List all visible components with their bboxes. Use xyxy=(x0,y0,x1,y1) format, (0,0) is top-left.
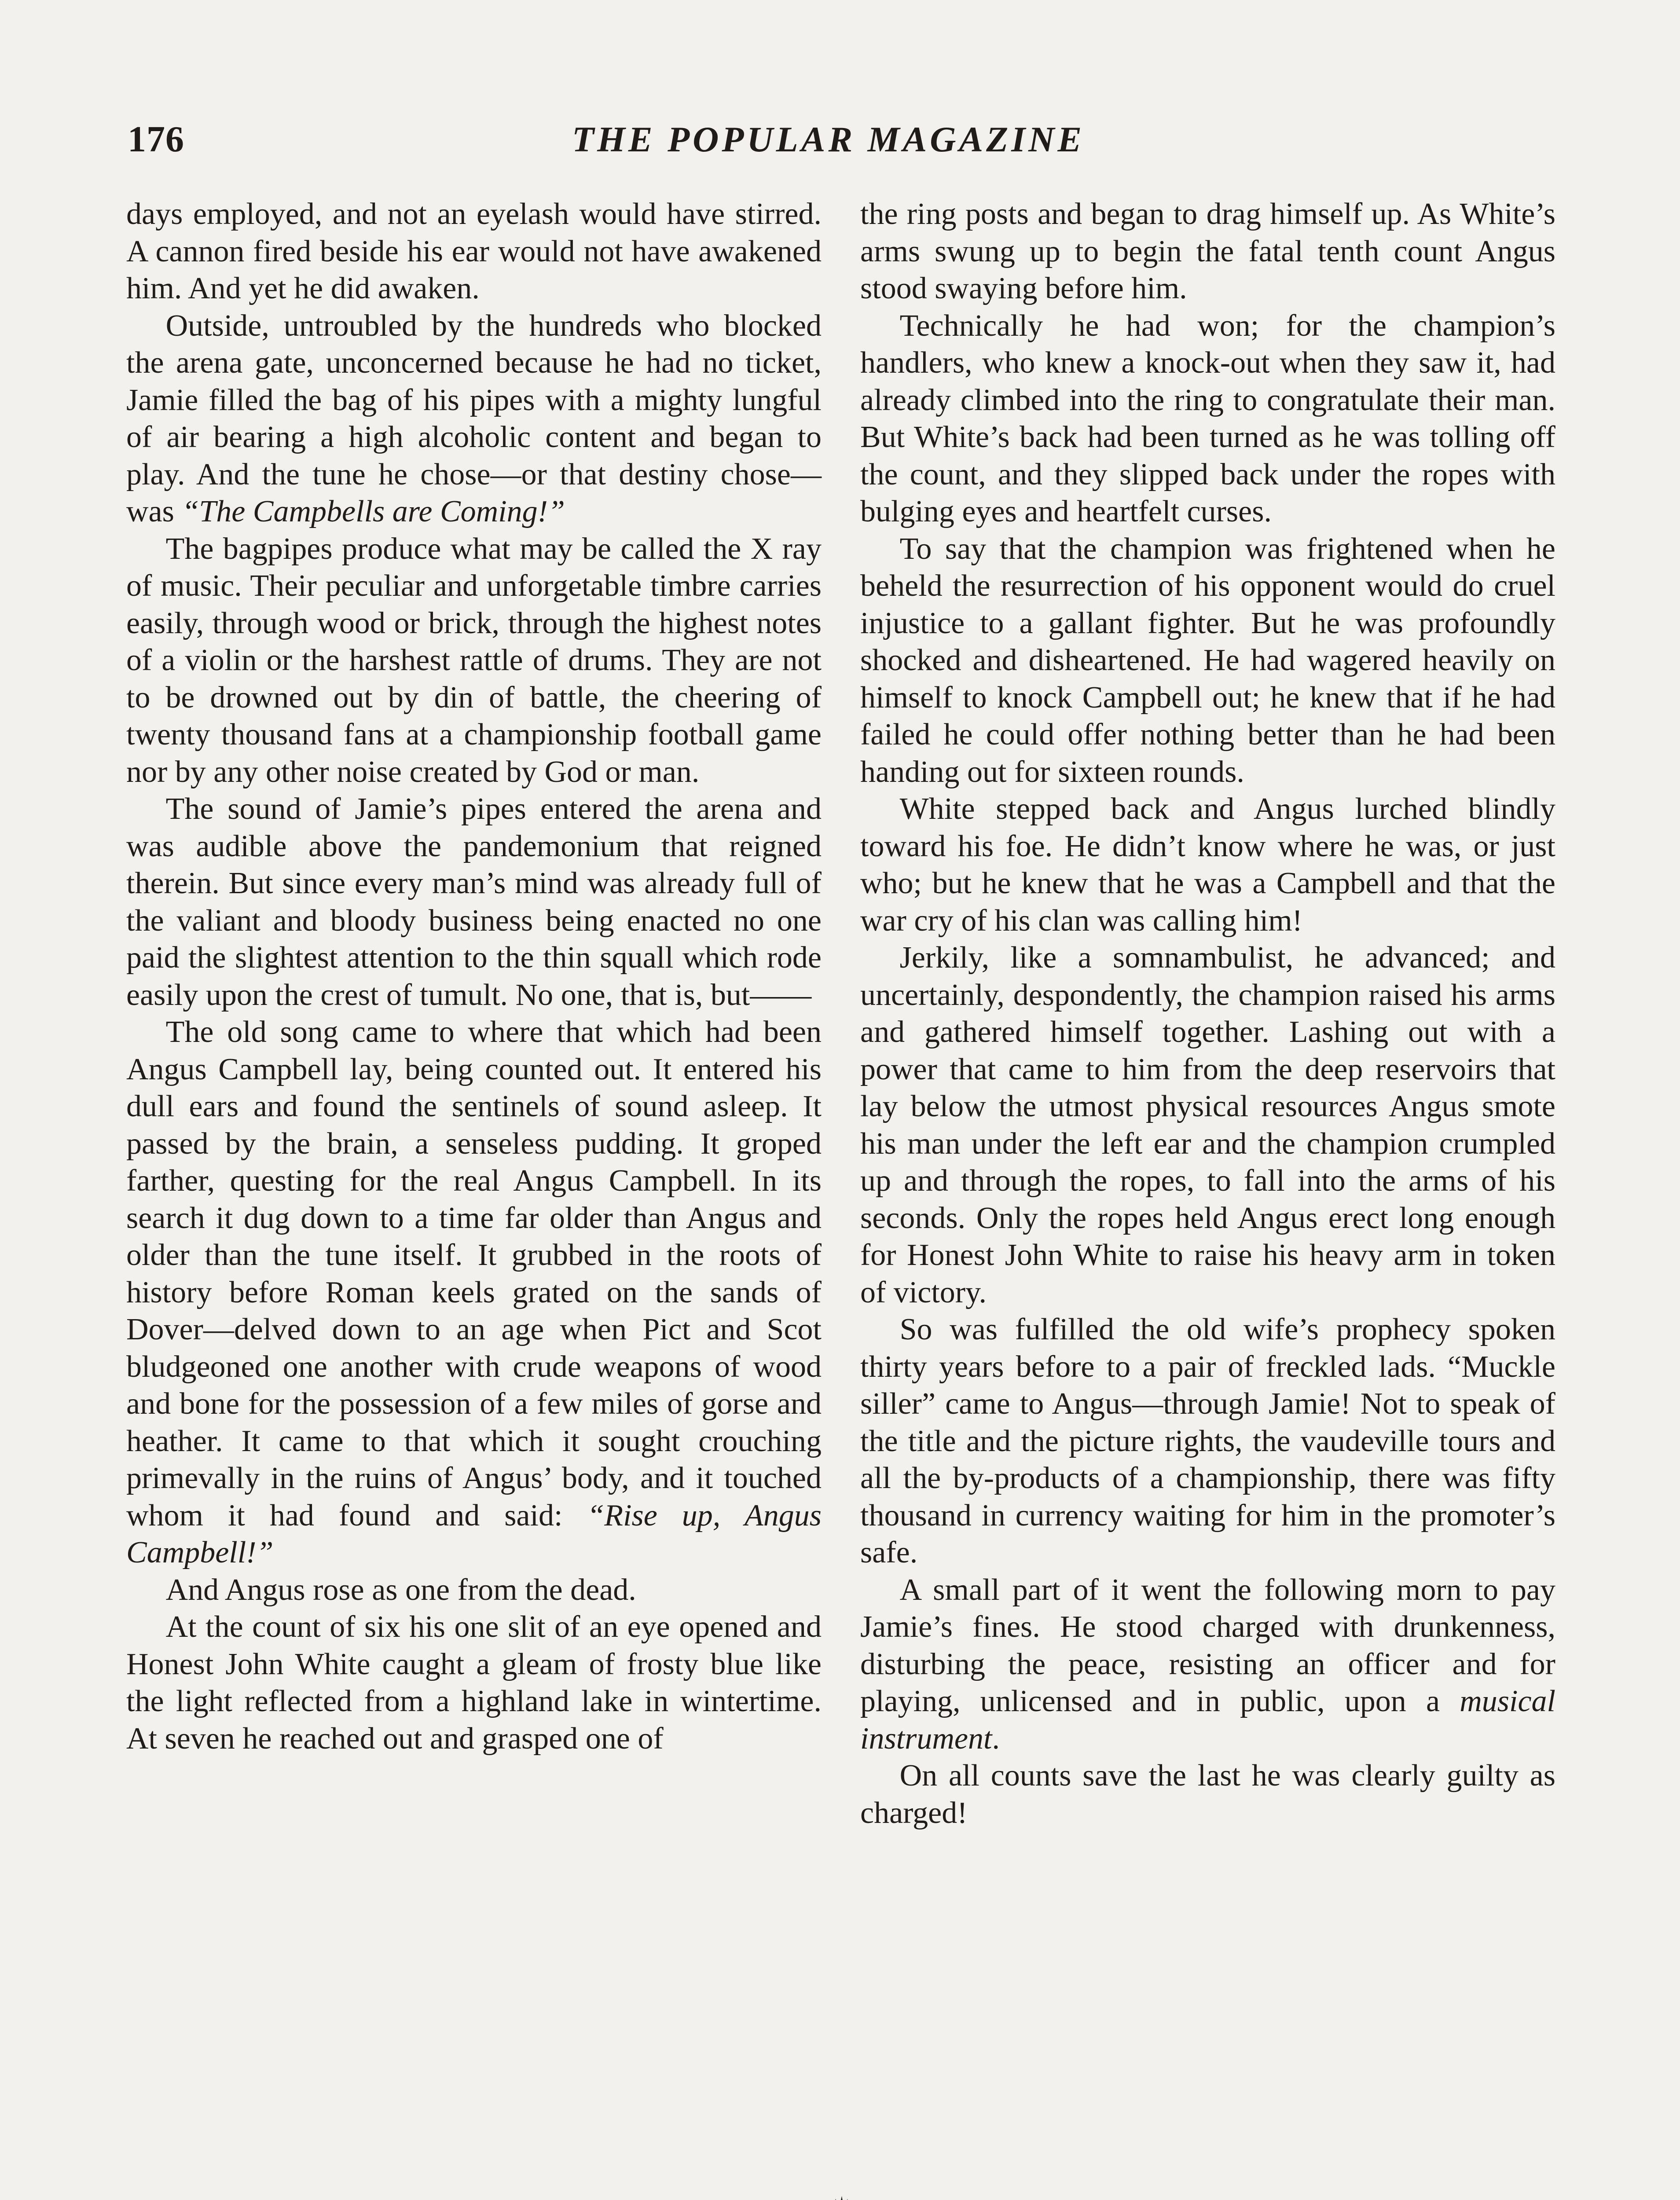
paragraph: days employed, and not an eyelash would have stirred. A cannon fired beside his ear would not have awakened him. And yet he did awaken. xyxy=(126,197,822,305)
paragraph: The sound of Jamie’s pipes entered the arena and was audible above the pandemonium that reigned therein. But since every man’s mind was already full of the valiant and bloody business being enacted no one paid the slightest attention to the thin squall which rode easily upon the crest of tumult. No one, that is, but—— xyxy=(126,792,822,1012)
paragraph: the ring posts and began to drag himself up. As White’s arms swung up to begin the fatal tenth count Angus stood swaying before him. xyxy=(860,197,1555,305)
paragraph: White stepped back and Angus lurched blindly toward his foe. He didn’t know where he was, or just who; but he knew that he was a Campbell and that the war cry of his clan was calling him! xyxy=(860,792,1555,938)
left-column xyxy=(126,196,822,1757)
thistle-ornament-icon xyxy=(785,2189,895,2200)
right-column xyxy=(860,196,1555,1832)
paragraph: The old song came to where that which had been Angus Campbell lay, being counted out. It entered his dull ears and found the sentinels of sound asleep. It passed by the brain, a senseless pudding. It groped farther, questing for the real Angus Campbell. In its search it dug down to a time far older than Angus and older than the tune itself. It grubbed in the roots of history before Roman keels grated on the sands of Dover—delved down to an age when Pict and Scot bludgeoned one another with crude weapons of wood and bone for the possession of a few miles of gorse and heather. It came to that which it sought crouching primevally in the ruins of Angus’ body, and it touched whom it had found and said: “Rise up, Angus Campbell!” xyxy=(126,1015,822,1569)
paragraph: Outside, untroubled by the hundreds who blocked the arena gate, unconcerned because he had no ticket, Jamie filled the bag of his pipes with a mighty lungful of air bearing a high alcoholic content and began to play. And the tune he chose—or that destiny chose—was “The Campbells are Coming!” xyxy=(126,308,822,528)
quoted-call: “Rise up, Angus Campbell!” xyxy=(126,1498,822,1569)
running-head: THE POPULAR MAGAZINE xyxy=(572,119,1085,159)
song-title: “The Campbells are Coming!” xyxy=(182,495,565,528)
paragraph: At the count of six his one slit of an eye opened and Honest John White caught a gleam of frosty blue like the light reflected from a highland lake in wintertime. At seven he reached out and grasped one of xyxy=(126,1610,822,1756)
paragraph: Jerkily, like a somnambulist, he advanced; and uncertainly, despondently, the champion raised his arms and gathered himself together. Lashing out with a power that came to him from the deep reservoirs that lay below the utmost physical resources Angus smote his man under the left ear and the champion crumpled up and through the ropes, to fall into the arms of his seconds. Only the ropes held Angus erect long enough for Honest John White to raise his heavy arm in token of victory. xyxy=(860,941,1555,1309)
paragraph: A small part of it went the following morn to pay Jamie’s fines. He stood charged with drunkenness, disturbing the peace, resisting an officer and for playing, unlicensed and in public, upon a musical instrument. xyxy=(860,1573,1555,1756)
page-number: 176 xyxy=(128,119,184,160)
paragraph: Technically he had won; for the champion’s handlers, who knew a knock-out when they saw it, had already climbed into the ring to congratulate their man. But White’s back had been turned as he was tolling off the count, and they slipped back under the ropes with bulging eyes and heartfelt curses. xyxy=(860,308,1555,528)
paragraph: The bagpipes produce what may be called the X ray of music. Their peculiar and unforgetable timbre carries easily, through wood or brick, through the highest notes of a violin or the harshest rattle of drums. They are not to be drowned out by din of battle, the cheering of twenty thousand fans at a championship football game nor by any other noise created by God or man. xyxy=(126,532,822,789)
italic-phrase: musical instrument xyxy=(860,1684,1555,1756)
paragraph: And Angus rose as one from the dead. xyxy=(165,1573,636,1607)
paragraph: So was fulfilled the old wife’s prophecy spoken thirty years before to a pair of freckled lads. “Muckle siller” came to Angus—through Jamie! Not to speak of the title and the picture rights, the vaudeville tours and all the by-products of a championship, there was fifty thousand in currency waiting for him in the promoter’s safe. xyxy=(860,1313,1555,1569)
paragraph: On all counts save the last he was clearly guilty as charged! xyxy=(860,1759,1555,1830)
paragraph: To say that the champion was frightened when he beheld the resurrection of his opponent would do cruel injustice to a gallant fighter. But he was profoundly shocked and disheartened. He had wagered heavily on himself to knock Campbell out; he knew that if he had failed he could offer nothing better than he had been handing out for sixteen rounds. xyxy=(860,532,1555,789)
